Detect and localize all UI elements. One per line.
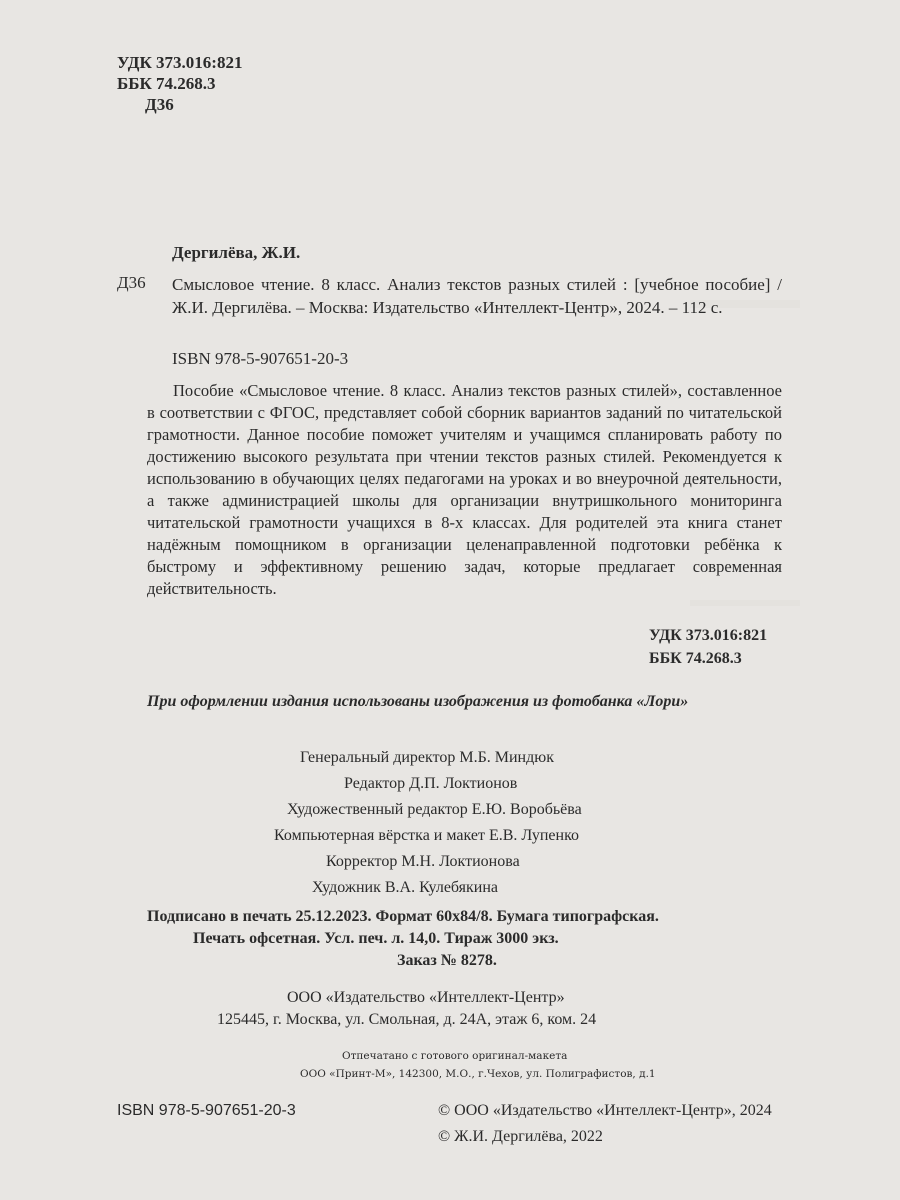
staff-artist: Художник В.А. Кулебякина [312,879,499,896]
print-info-line-3: Заказ № 8278. [397,952,497,969]
annotation [147,380,782,600]
copyright-author: © Ж.И. Дергилёва, 2022 [438,1128,603,1145]
bibliographic-description: Смысловое чтение. 8 класс. Анализ текстов разных стилей : [учебное пособие] / Ж.И. Дергилёва. – Москва: Издательство «Интеллект-Центр», 2024. – 112 с. [172,275,782,317]
print-info-line-2: Печать офсетная. Усл. печ. л. 14,0. Тираж 3000 экз. [193,930,559,947]
printer-info [300,1047,656,1083]
annotation-text: Пособие «Смысловое чтение. 8 класс. Анализ текстов разных стилей», составленное в соответствии с ФГОС, представляет собой сборник вариантов заданий по читательской грамотности. Данное пособие поможет учителям и учащимся спланировать работу по достижению высокого результата при чтении текстов разных стилей. Рекомендуется к использованию в обучающих целях педагогами на уроках и во внеурочной деятельности, а также администрацией школы для организации внутришкольного мониторинга читательской грамотности учащихся в 8-х классах. Для родителей эта книга станет надёжным помощником в организации целенаправленной подготовки ребёнка к быстрому и эффективному решению задач, которые предлагает современная действительность. [147,381,782,598]
print-info [147,906,659,972]
annotation-codes [649,624,767,670]
publisher-info [217,987,597,1031]
staff-layout: Компьютерная вёрстка и макет Е.В. Лупенко [274,827,580,844]
annotation-udk: УДК 373.016:821 [649,627,768,644]
print-info-line-1: Подписано в печать 25.12.2023. Формат 60x84/8. Бумага типографская. [147,908,659,925]
annotation-bbk: ББК 74.268.3 [649,650,742,667]
staff-editor: Редактор Д.П. Локтионов [344,775,518,792]
copyright-publisher: © ООО «Издательство «Интеллект-Центр», 2024 [438,1102,772,1119]
author-heading: Дергилёва, Ж.И. [172,243,301,262]
author-mark: Д36 [145,95,174,114]
classification-codes [117,52,242,115]
isbn: ISBN 978-5-907651-20-3 [172,349,349,368]
staff-art-editor: Художественный редактор Е.Ю. Воробьёва [287,801,582,818]
bbk-code: ББК 74.268.3 [117,74,216,93]
photo-credit: При оформлении издания использованы изображения из фотобанка «Лори» [147,693,689,710]
footer-isbn: ISBN 978-5-907651-20-3 [117,1102,296,1119]
printer-line-1: Отпечатано с готового оригинал-макета [342,1050,568,1062]
staff-director: Генеральный директор М.Б. Миндюк [300,749,554,766]
author-mark-inline: Д36 [117,273,146,292]
udk-code: УДК 373.016:821 [117,53,243,72]
printer-line-2: ООО «Принт-М», 142300, М.О., г.Чехов, ул. Полиграфистов, д.1 [300,1068,656,1080]
staff-proofreader: Корректор М.Н. Локтионова [326,853,520,870]
publisher-name: ООО «Издательство «Интеллект-Центр» [287,989,565,1006]
publisher-address: 125445, г. Москва, ул. Смольная, д. 24А, этаж 6, ком. 24 [217,1011,597,1028]
